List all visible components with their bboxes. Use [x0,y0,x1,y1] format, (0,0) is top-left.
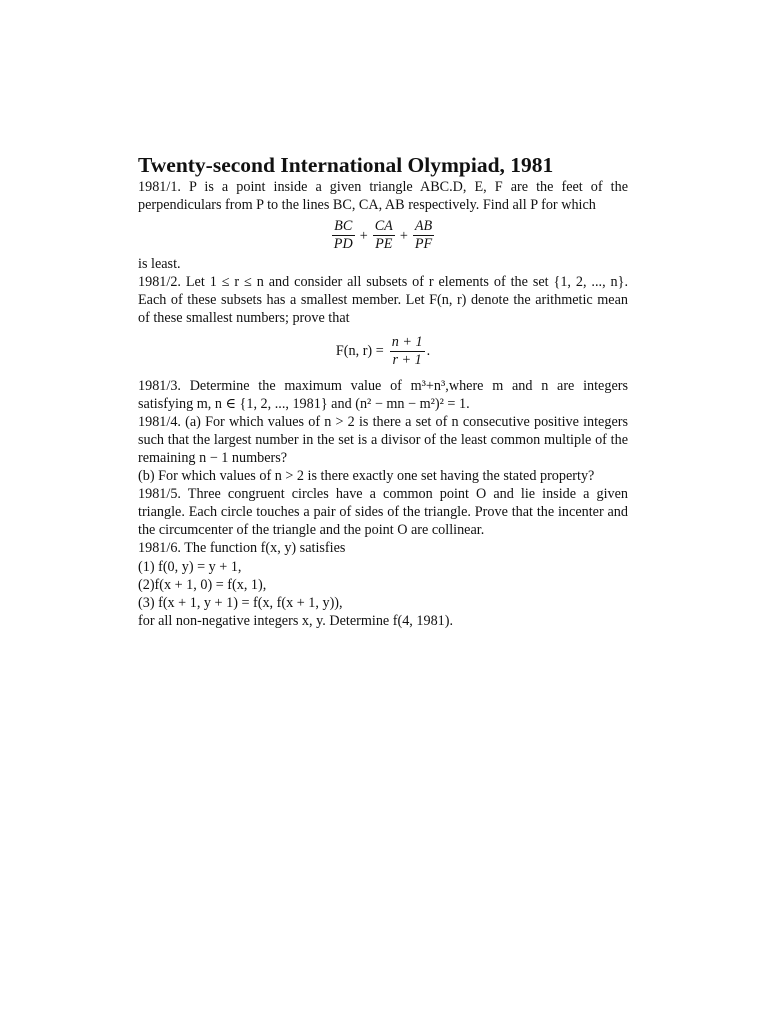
problem-4b: (b) For which values of n > 2 is there exactly one set having the stated property? [138,468,595,485]
problem-1-expression [138,218,628,253]
problem-1-intro: 1981/1. P is a point inside a given triangle ABC.D, E, F are the feet of the perpendiculars from P to the lines BC, CA, AB respectively. Find all P for which [138,179,628,214]
fraction-ca-pe [373,218,395,253]
problem-3: 1981/3. Determine the maximum value of m³+n³,where m and n are integers satisfying m, n ∈ {1, 2, ..., 1981} and (n² − mn − m²)² = 1. [138,377,628,412]
document-page [138,152,628,630]
fraction-denominator: PE [375,236,393,253]
problem-2-intro: 1981/2. Let 1 ≤ r ≤ n and consider all subsets of r elements of the set {1, 2, ..., n}. Each of these subsets has a smallest member. Let F(n, r) denote the arithmetic mean of these smallest numbers; prove that [138,274,628,327]
fraction-denominator: r + 1 [392,351,422,368]
problem-4a: 1981/4. (a) For which values of n > 2 is there a set of n consecutive positive integers such that the largest number in the set is a divisor of the least common multiple of the remaining n − 1 numbers? [138,413,628,466]
fraction-denominator: PF [414,236,433,253]
fraction-numerator: BC [332,218,355,236]
page-title: Twenty-second International Olympiad, 1981 [138,153,554,177]
fraction-ab-pf [413,218,434,253]
equation-period: . [426,342,431,359]
fraction-denominator: PD [333,236,353,253]
fraction-numerator: CA [374,218,393,235]
problem-6-condition-3: (3) f(x + 1, y + 1) = f(x, f(x + 1, y)), [138,594,343,611]
problem-6-condition-1: (1) f(0, y) = y + 1, [138,558,242,575]
plus-sign: + [399,227,408,244]
problem-6-intro: 1981/6. The function f(x, y) satisfies [138,540,346,557]
fraction-numerator: AB [414,218,433,235]
problem-6-condition-2: (2)f(x + 1, 0) = f(x, 1), [138,576,267,593]
problem-1-outro: is least. [138,256,181,273]
plus-sign: + [359,227,368,244]
problem-6-outro: for all non-negative integers x, y. Determine f(4, 1981). [138,612,454,629]
problem-2-equation [138,334,628,369]
fraction-numerator: n + 1 [391,333,423,350]
fraction-n1-r1 [390,334,425,369]
problem-5: 1981/5. Three congruent circles have a common point O and lie inside a given triangle. Each circle touches a pair of sides of the triangle. Prove that the incenter and the circumcenter of the triangle and the point O are collinear. [138,486,628,539]
equation-lhs: F(n, r) = [335,343,384,360]
fraction-bc-pd [332,218,355,253]
